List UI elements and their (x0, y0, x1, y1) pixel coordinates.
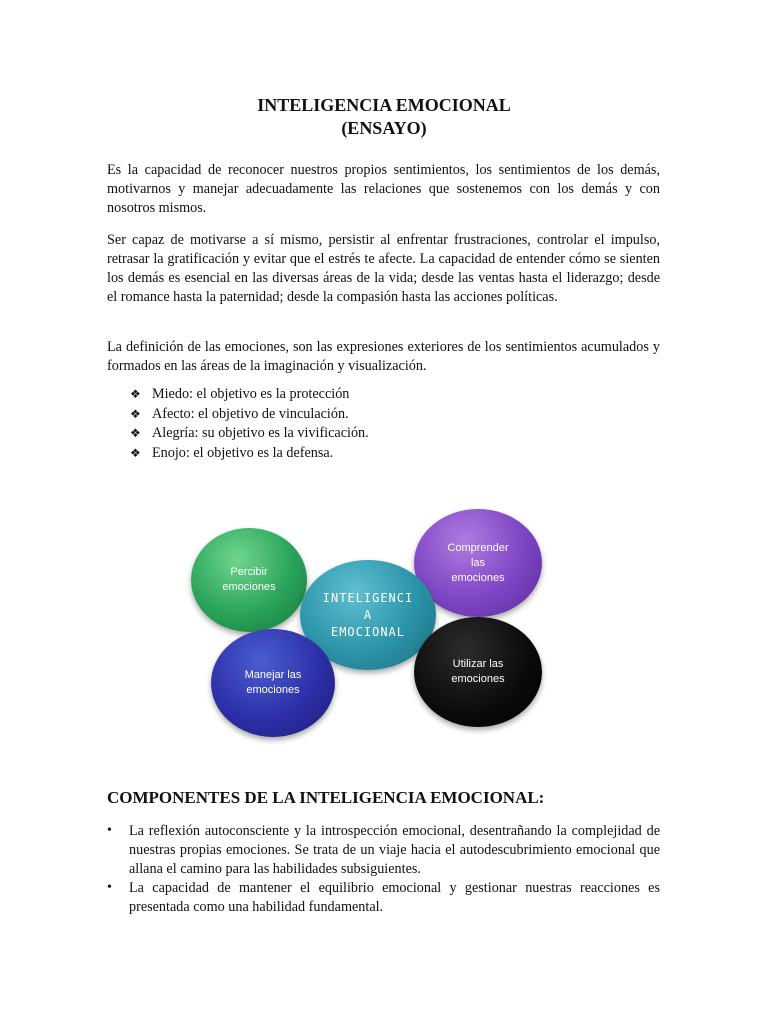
emotions-list (130, 385, 369, 463)
emotion-alegria: Alegría: su objetivo es la vivificación. (152, 425, 369, 441)
emotion-miedo: Miedo: el objetivo es la protección (152, 386, 350, 402)
component-reflexion: La reflexión autoconsciente y la introspección emocional, desentrañando la complejidad de nuestras propias emociones. Se trata de un viaje hacia el autodescubrimiento emocional que allana el camino para las habilidades subsiguientes. (129, 823, 660, 877)
diamond-bullet-icon: ❖ (130, 406, 141, 421)
circle-label-line: Comprender (447, 541, 509, 554)
circle-label-line: emociones (451, 673, 505, 685)
bullet-icon: • (107, 879, 112, 895)
diamond-bullet-icon: ❖ (130, 387, 141, 401)
circle-label-line: Percibir (230, 566, 268, 578)
emotion-afecto: Afecto: el objetivo de vinculación. (152, 405, 349, 422)
circle-label-line: Manejar las (244, 669, 302, 681)
circle-manejar (211, 629, 335, 737)
paragraph-definition: Es la capacidad de reconocer nuestros propios sentimientos, los sentimientos de los demás, motivarnos y manejar adecuadamente las relaciones que sostenemos con los demás y con nosotros mismos. (107, 162, 660, 216)
emotional-intelligence-diagram (185, 498, 555, 748)
circle-label-line: emociones (222, 581, 276, 593)
list-item (107, 822, 660, 879)
diamond-bullet-icon: ❖ (130, 445, 141, 460)
circle-label-line: las (470, 556, 486, 569)
components-heading: COMPONENTES DE LA INTELIGENCIA EMOCIONAL: (107, 788, 545, 807)
paragraph-emotions-definition: La definición de las emociones, son las expresiones exteriores de los sentimientos acumulados y formados en las áreas de la imaginación y visualización. (107, 339, 660, 374)
circle-label-line: Utilizar las (452, 658, 504, 670)
circle-label-line: emociones (451, 571, 505, 584)
paragraph-capacity: Ser capaz de motivarse a sí mismo, persistir al enfrentar frustraciones, controlar el impulso, retrasar la gratificación y evitar que el estrés te afecte. La capacidad de entender cómo se sienten los demás es esencial en las diversas áreas de la vida; desde las ventas hasta el liderazgo; desde el romance hasta la paternidad; desde la compasión hasta las acciones políticas. (107, 232, 660, 305)
document-title: INTELIGENCIA EMOCIONAL (257, 95, 511, 115)
emotion-enojo: Enojo: el objetivo es la defensa. (152, 444, 334, 461)
bullet-icon: • (107, 823, 112, 838)
circle-label-line: A (363, 607, 373, 622)
diamond-bullet-icon: ❖ (130, 426, 141, 440)
circle-label-line: emociones (246, 684, 300, 696)
list-item (107, 879, 660, 917)
component-equilibrio: La capacidad de mantener el equilibrio emocional y gestionar nuestras reacciones es presentada como una habilidad fundamental. (129, 879, 660, 915)
circle-utilizar (414, 617, 542, 727)
list-item (130, 444, 369, 464)
list-item (130, 385, 369, 405)
list-item (130, 424, 369, 444)
components-list (107, 822, 660, 917)
document-subtitle: (ENSAYO) (341, 118, 427, 138)
circle-percibir (191, 528, 307, 632)
circle-label-line: INTELIGENCI (322, 590, 414, 605)
list-item (130, 405, 369, 425)
circle-label-line: EMOCIONAL (330, 624, 405, 639)
